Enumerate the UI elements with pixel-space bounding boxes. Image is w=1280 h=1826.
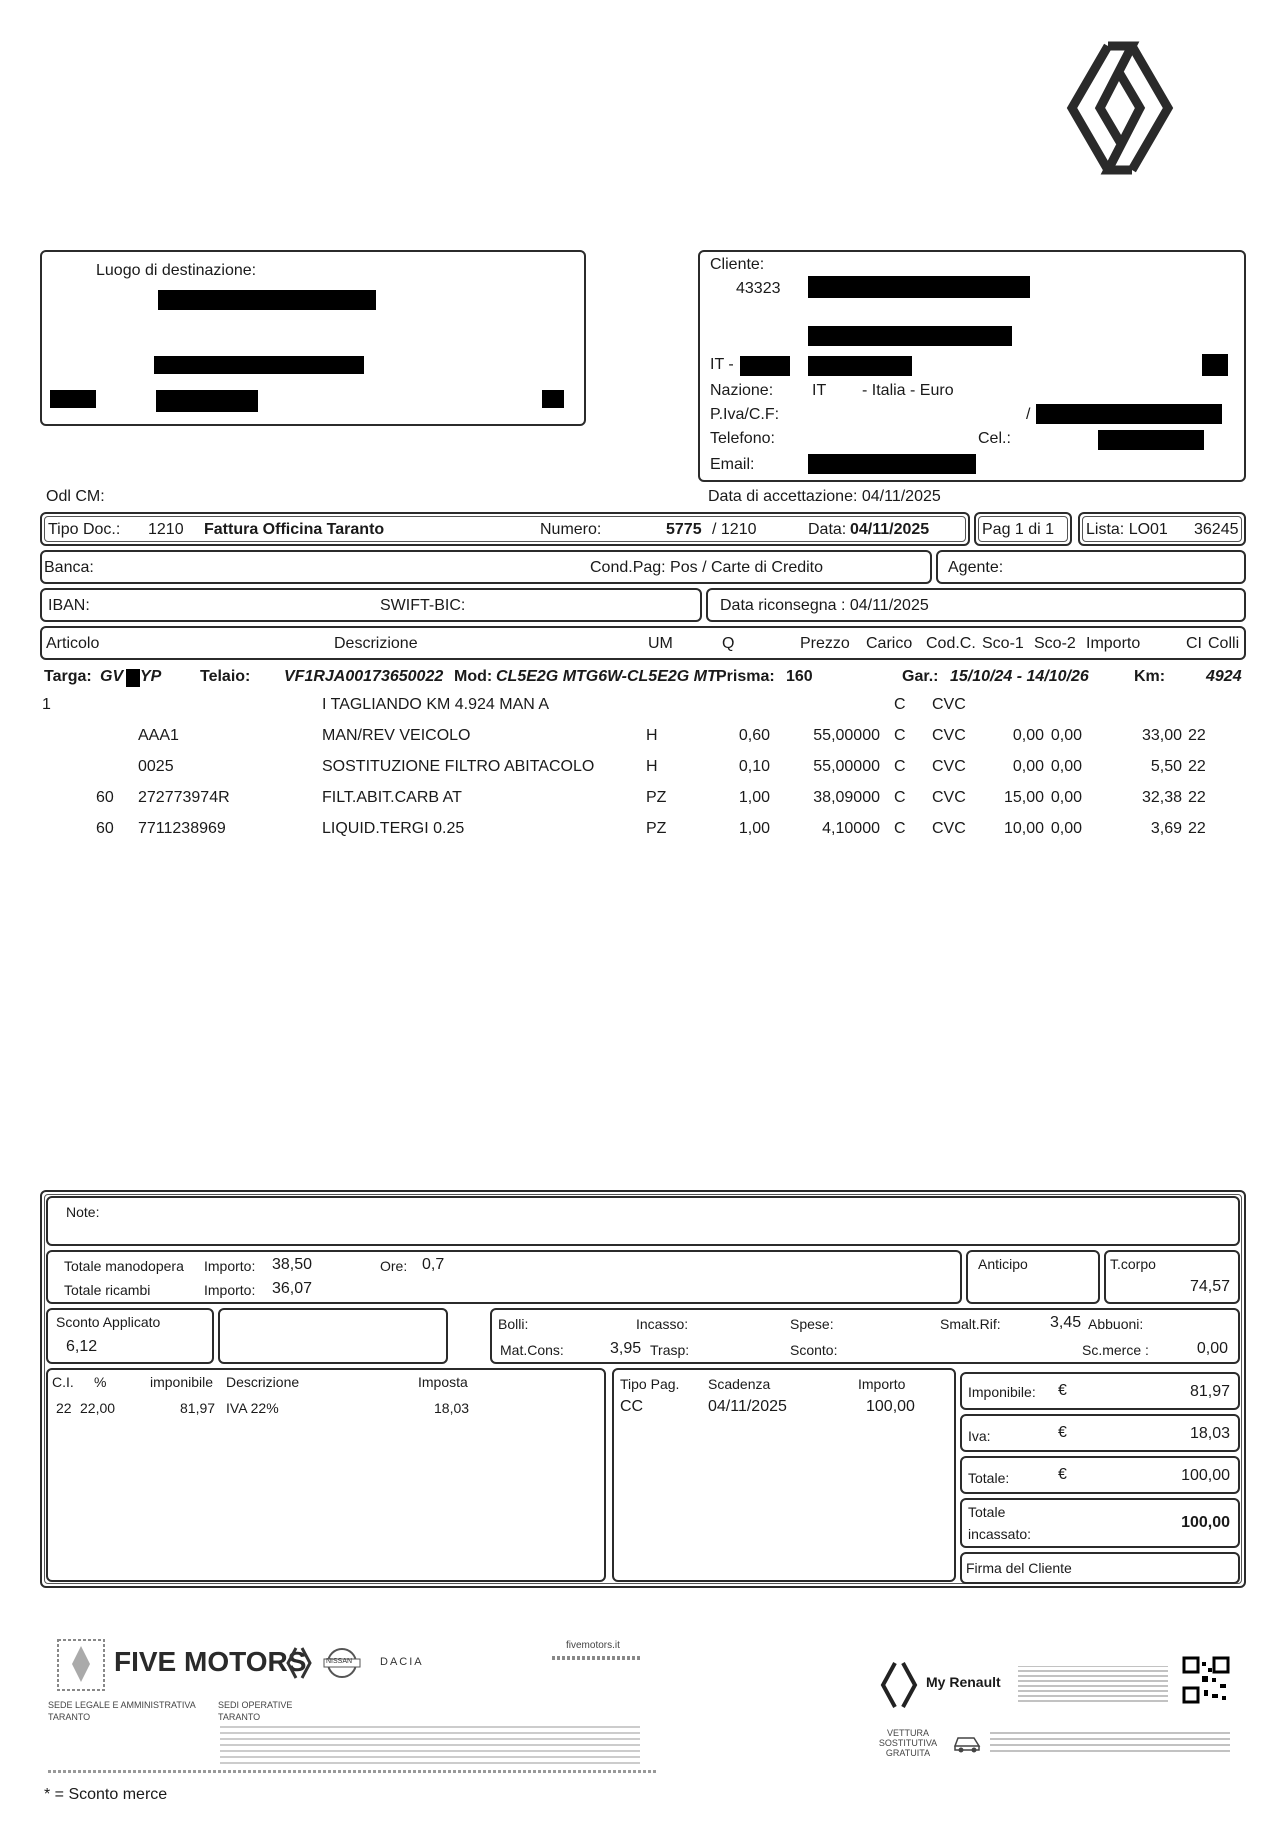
line-items bbox=[0, 696, 1280, 856]
item-codc: CVC bbox=[932, 696, 966, 713]
item-prezzo: 55,00000 bbox=[813, 727, 880, 744]
bolli-label: Bolli: bbox=[498, 1316, 529, 1332]
charges-box bbox=[490, 1308, 1240, 1364]
item-codc: CVC bbox=[932, 727, 966, 744]
sconto-label: Sconto Applicato bbox=[56, 1314, 161, 1330]
page-number: Pag 1 di 1 bbox=[982, 521, 1055, 538]
iva-descr-label: Descrizione bbox=[226, 1374, 300, 1390]
targa-suffix: YP bbox=[140, 668, 162, 685]
item-pre: 60 bbox=[96, 789, 114, 806]
iban-label: IBAN: bbox=[48, 597, 90, 614]
targa-prefix: GV bbox=[100, 668, 124, 685]
anticipo-label: Anticipo bbox=[978, 1256, 1028, 1272]
doc-type-name: Fattura Officina Taranto bbox=[204, 521, 385, 538]
totale-currency: € bbox=[1058, 1466, 1067, 1483]
item-importo: 33,00 bbox=[1141, 727, 1182, 744]
doc-type-code: 1210 bbox=[148, 521, 184, 538]
iva-imponibile-label: imponibile bbox=[150, 1374, 214, 1390]
item-sco2: 0,00 bbox=[1050, 789, 1082, 806]
payment-box bbox=[612, 1368, 956, 1582]
five-motors-brand: FIVE MOTORS bbox=[114, 1646, 307, 1677]
sconto2-label: Sconto: bbox=[790, 1342, 838, 1358]
redaction bbox=[1202, 354, 1228, 376]
redaction bbox=[542, 390, 564, 408]
nazione-code: IT bbox=[812, 382, 827, 399]
numero-label: Numero: bbox=[540, 521, 602, 538]
item-sco2: 0,00 bbox=[1050, 758, 1082, 775]
ore-label: Ore: bbox=[380, 1258, 408, 1274]
header-carico: Carico bbox=[866, 635, 913, 652]
item-ci: 22 bbox=[1188, 789, 1206, 806]
sconto-merce-note: * = Sconto merce bbox=[44, 1786, 168, 1803]
iva-imposta-label: Imposta bbox=[418, 1374, 468, 1390]
header-ci: CI bbox=[1186, 635, 1202, 652]
cellulare-label: Cel.: bbox=[978, 430, 1011, 447]
tcorpo-value: 74,57 bbox=[1189, 1278, 1230, 1295]
totale-value: 100,00 bbox=[1181, 1467, 1230, 1484]
anticipo-box bbox=[966, 1250, 1100, 1304]
sconto-box bbox=[46, 1308, 214, 1364]
item-um: PZ bbox=[646, 820, 667, 837]
my-renault-text: My Renault bbox=[926, 1674, 1001, 1690]
imponibile-currency: € bbox=[1058, 1382, 1067, 1399]
item-um: PZ bbox=[646, 789, 667, 806]
swift-label: SWIFT-BIC: bbox=[380, 597, 466, 614]
item-desc: SOSTITUZIONE FILTRO ABITACOLO bbox=[322, 758, 595, 775]
incassato-box bbox=[960, 1498, 1240, 1548]
vettura-line2: SOSTITUTIVA bbox=[878, 1738, 938, 1748]
page-box bbox=[974, 512, 1072, 546]
nissan-text: NISSAN bbox=[326, 1658, 353, 1665]
item-desc: LIQUID.TERGI 0.25 bbox=[322, 820, 465, 837]
numero-value: 5775 bbox=[666, 521, 702, 538]
item-q: 0,10 bbox=[738, 758, 770, 775]
banca-box bbox=[40, 550, 932, 584]
item-codc: CVC bbox=[932, 820, 966, 837]
email-label: Email: bbox=[710, 456, 755, 473]
header-prezzo: Prezzo bbox=[800, 635, 850, 652]
renault-small-icon bbox=[286, 1646, 312, 1680]
pay-importo-label: Importo bbox=[858, 1376, 906, 1392]
five-motors-crest-icon bbox=[52, 1636, 110, 1694]
sedi-operative-label: SEDI OPERATIVE bbox=[218, 1700, 293, 1710]
item-carico: C bbox=[894, 789, 906, 806]
iva-pct: 22,00 bbox=[80, 1400, 116, 1416]
iva-pct-label: % bbox=[94, 1374, 107, 1390]
iva-descr: IVA 22% bbox=[226, 1400, 279, 1416]
sede-legale-city: TARANTO bbox=[48, 1712, 91, 1722]
km-label: Km: bbox=[1134, 668, 1166, 685]
iva-box bbox=[46, 1368, 606, 1582]
header-q: Q bbox=[722, 635, 735, 652]
targa-label: Targa: bbox=[44, 668, 92, 685]
client-label: Cliente: bbox=[710, 256, 765, 273]
item-importo: 32,38 bbox=[1141, 789, 1182, 806]
agente-box bbox=[936, 550, 1246, 584]
incassato-label-line1: Totale bbox=[968, 1504, 1006, 1520]
acceptance-date: Data di accettazione: 04/11/2025 bbox=[708, 488, 941, 505]
qr-code-icon bbox=[1182, 1656, 1230, 1704]
smalt-label: Smalt.Rif: bbox=[940, 1316, 1001, 1332]
item-um: H bbox=[646, 758, 658, 775]
item-carico: C bbox=[894, 820, 906, 837]
line-item-row bbox=[0, 758, 1280, 782]
header-sco2: Sco-2 bbox=[1034, 635, 1076, 652]
item-um: H bbox=[646, 727, 658, 744]
item-carico: C bbox=[894, 696, 906, 713]
manodopera-label: Totale manodopera bbox=[64, 1258, 184, 1274]
header-colli: Colli bbox=[1208, 635, 1240, 652]
data-label: Data: bbox=[808, 521, 847, 538]
redaction bbox=[1098, 430, 1204, 450]
scmerce-value: 0,00 bbox=[1196, 1340, 1228, 1357]
gar-value: 15/10/24 - 14/10/26 bbox=[950, 668, 1089, 685]
piva-separator: / bbox=[1026, 406, 1031, 423]
line-item-row bbox=[0, 727, 1280, 751]
item-prezzo: 4,10000 bbox=[822, 820, 880, 837]
pay-tipo-label: Tipo Pag. bbox=[620, 1376, 680, 1392]
item-q: 0,60 bbox=[738, 727, 770, 744]
lista-box bbox=[1078, 512, 1246, 546]
header-importo: Importo bbox=[1086, 635, 1141, 652]
vehicle-info bbox=[44, 668, 1248, 690]
header-um: UM bbox=[648, 635, 673, 652]
telaio-value: VF1RJA00173650022 bbox=[284, 668, 444, 685]
redaction bbox=[126, 669, 140, 687]
fine-print bbox=[552, 1656, 642, 1660]
header-articolo: Articolo bbox=[46, 635, 100, 652]
renault-footer-icon bbox=[880, 1660, 918, 1710]
redaction bbox=[740, 356, 790, 376]
item-codc: CVC bbox=[932, 789, 966, 806]
iva-ci-label: C.I. bbox=[52, 1374, 74, 1390]
mod-label: Mod: bbox=[454, 668, 493, 685]
item-carico: C bbox=[894, 758, 906, 775]
doc-type-label: Tipo Doc.: bbox=[48, 521, 121, 538]
client-code: 43323 bbox=[736, 280, 781, 297]
pay-importo: 100,00 bbox=[866, 1398, 915, 1415]
tcorpo-label: T.corpo bbox=[1110, 1256, 1156, 1272]
iva-imponibile: 81,97 bbox=[180, 1400, 216, 1416]
smalt-value: 3,45 bbox=[1050, 1314, 1082, 1331]
item-prezzo: 38,09000 bbox=[813, 789, 880, 806]
redaction bbox=[808, 326, 1012, 346]
telaio-label: Telaio: bbox=[200, 668, 251, 685]
abbuoni-label: Abbuoni: bbox=[1088, 1316, 1144, 1332]
item-sco1: 0,00 bbox=[1012, 758, 1044, 775]
sede-legale-label: SEDE LEGALE E AMMINISTRATIVA bbox=[48, 1700, 196, 1710]
redaction bbox=[158, 290, 376, 310]
vettura-line1: VETTURA bbox=[886, 1728, 929, 1738]
ore-value: 0,7 bbox=[422, 1256, 445, 1273]
imponibile-box bbox=[960, 1372, 1240, 1410]
ricambi-value: 36,07 bbox=[272, 1280, 313, 1297]
my-renault-fine-print bbox=[1018, 1666, 1168, 1702]
line-item-row bbox=[0, 789, 1280, 813]
iva-total-value: 18,03 bbox=[1189, 1425, 1230, 1442]
totale-box bbox=[960, 1456, 1240, 1494]
banca-label: Banca: bbox=[44, 559, 94, 576]
header-codc: Cod.C. bbox=[926, 635, 976, 652]
document-header-box bbox=[40, 512, 970, 546]
item-code: AAA1 bbox=[138, 727, 179, 744]
column-headers bbox=[40, 626, 1246, 660]
trasp-label: Trasp: bbox=[650, 1342, 690, 1358]
item-prezzo: 55,00000 bbox=[813, 758, 880, 775]
agente-label: Agente: bbox=[948, 559, 1004, 576]
note-box bbox=[46, 1196, 1240, 1246]
item-ci: 22 bbox=[1188, 727, 1206, 744]
item-q: 1,00 bbox=[738, 789, 770, 806]
item-carico: C bbox=[894, 727, 906, 744]
car-icon bbox=[952, 1730, 982, 1754]
item-sco1: 15,00 bbox=[1003, 789, 1044, 806]
item-sco2: 0,00 bbox=[1050, 820, 1082, 837]
redaction bbox=[808, 454, 976, 474]
redaction bbox=[154, 356, 364, 374]
numero-suffix: / 1210 bbox=[712, 521, 757, 538]
nazione-value: - Italia - Euro bbox=[862, 382, 954, 399]
imponibile-value: 81,97 bbox=[1189, 1383, 1230, 1400]
client-country-prefix: IT - bbox=[710, 356, 734, 373]
matcons-label: Mat.Cons: bbox=[500, 1342, 564, 1358]
telefono-label: Telefono: bbox=[710, 430, 775, 447]
gar-label: Gar.: bbox=[902, 668, 939, 685]
return-date: Data riconsegna : 04/11/2025 bbox=[720, 597, 929, 614]
item-code: 7711238969 bbox=[138, 820, 226, 837]
km-value: 4924 bbox=[1206, 668, 1242, 685]
manodopera-value: 38,50 bbox=[272, 1256, 313, 1273]
pay-scadenza: 04/11/2025 bbox=[708, 1398, 787, 1415]
incasso-label: Incasso: bbox=[636, 1316, 689, 1332]
renault-logo-icon bbox=[1060, 38, 1180, 178]
item-desc: MAN/REV VEICOLO bbox=[322, 727, 471, 744]
data-value: 04/11/2025 bbox=[850, 521, 930, 538]
firma-label: Firma del Cliente bbox=[966, 1560, 1072, 1576]
item-code: 272773974R bbox=[138, 789, 230, 806]
redaction bbox=[50, 390, 96, 408]
redaction bbox=[156, 390, 258, 412]
item-importo: 3,69 bbox=[1150, 820, 1182, 837]
sconto-value: 6,12 bbox=[66, 1338, 98, 1355]
item-pre: 60 bbox=[96, 820, 114, 837]
mod-value: CL5E2G MTG6W-CL5E2G MT bbox=[496, 668, 717, 685]
redaction bbox=[808, 356, 912, 376]
scmerce-label: Sc.merce : bbox=[1082, 1342, 1149, 1358]
incassato-value: 100,00 bbox=[1181, 1514, 1230, 1531]
redaction bbox=[1036, 404, 1222, 424]
item-importo: 5,50 bbox=[1150, 758, 1182, 775]
item-desc: FILT.ABIT.CARB AT bbox=[322, 789, 462, 806]
prisma-label: Prisma: bbox=[716, 668, 775, 685]
destination-box bbox=[40, 250, 586, 426]
item-ci: 22 bbox=[1188, 758, 1206, 775]
riconsegna-box bbox=[706, 588, 1246, 622]
lista-number: 36245 bbox=[1194, 521, 1239, 538]
spese-label: Spese: bbox=[790, 1316, 834, 1332]
tcorpo-box bbox=[1104, 1250, 1240, 1304]
item-code: 0025 bbox=[138, 758, 174, 775]
legal-fine-print bbox=[48, 1770, 658, 1773]
item-codc: CVC bbox=[932, 758, 966, 775]
header-descrizione: Descrizione bbox=[334, 635, 418, 652]
imponibile-label: Imponibile: bbox=[968, 1384, 1036, 1400]
item-num: 1 bbox=[42, 696, 51, 713]
line-item-row bbox=[0, 820, 1280, 844]
pay-tipo: CC bbox=[620, 1398, 644, 1415]
vettura-line3: GRATUITA bbox=[885, 1748, 931, 1758]
item-sco2: 0,00 bbox=[1050, 727, 1082, 744]
matcons-value: 3,95 bbox=[610, 1340, 642, 1357]
blank-box bbox=[218, 1308, 448, 1364]
firma-box bbox=[960, 1552, 1240, 1584]
note-label: Note: bbox=[66, 1204, 100, 1220]
website: fivemotors.it bbox=[566, 1640, 620, 1651]
iva-imposta: 18,03 bbox=[434, 1400, 470, 1416]
sedi-operative-city: TARANTO bbox=[218, 1712, 261, 1722]
item-desc: I TAGLIANDO KM 4.924 MAN A bbox=[322, 696, 550, 713]
item-sco1: 10,00 bbox=[1003, 820, 1044, 837]
line-item-row bbox=[0, 696, 1280, 720]
payment-conditions: Cond.Pag: Pos / Carte di Credito bbox=[590, 559, 824, 576]
odl-label: Odl CM: bbox=[46, 488, 105, 505]
dacia-text: DACIA bbox=[380, 1656, 424, 1668]
manodopera-importo-label: Importo: bbox=[204, 1258, 256, 1274]
totale-label: Totale: bbox=[968, 1470, 1010, 1486]
iban-box bbox=[40, 588, 702, 622]
piva-label: P.Iva/C.F: bbox=[710, 406, 780, 423]
lista-label: Lista: LO01 bbox=[1086, 521, 1168, 538]
prisma-value: 160 bbox=[786, 668, 813, 685]
nazione-label: Nazione: bbox=[710, 382, 774, 399]
item-sco1: 0,00 bbox=[1012, 727, 1044, 744]
iva-total-label: Iva: bbox=[968, 1428, 991, 1444]
incassato-label-line2: incassato: bbox=[968, 1526, 1032, 1542]
iva-total-box bbox=[960, 1414, 1240, 1452]
totals-box bbox=[46, 1250, 962, 1304]
header-sco1: Sco-1 bbox=[982, 635, 1024, 652]
redaction bbox=[808, 276, 1030, 298]
item-q: 1,00 bbox=[738, 820, 770, 837]
addresses-fine-print bbox=[220, 1724, 640, 1764]
item-ci: 22 bbox=[1188, 820, 1206, 837]
pay-scadenza-label: Scadenza bbox=[708, 1376, 771, 1392]
ricambi-label: Totale ricambi bbox=[64, 1282, 151, 1298]
ricambi-importo-label: Importo: bbox=[204, 1282, 256, 1298]
client-box bbox=[698, 250, 1246, 482]
iva-ci: 22 bbox=[56, 1400, 72, 1416]
vettura-fine-print bbox=[990, 1732, 1230, 1752]
destination-label: Luogo di destinazione: bbox=[96, 262, 257, 279]
iva-total-currency: € bbox=[1058, 1424, 1067, 1441]
